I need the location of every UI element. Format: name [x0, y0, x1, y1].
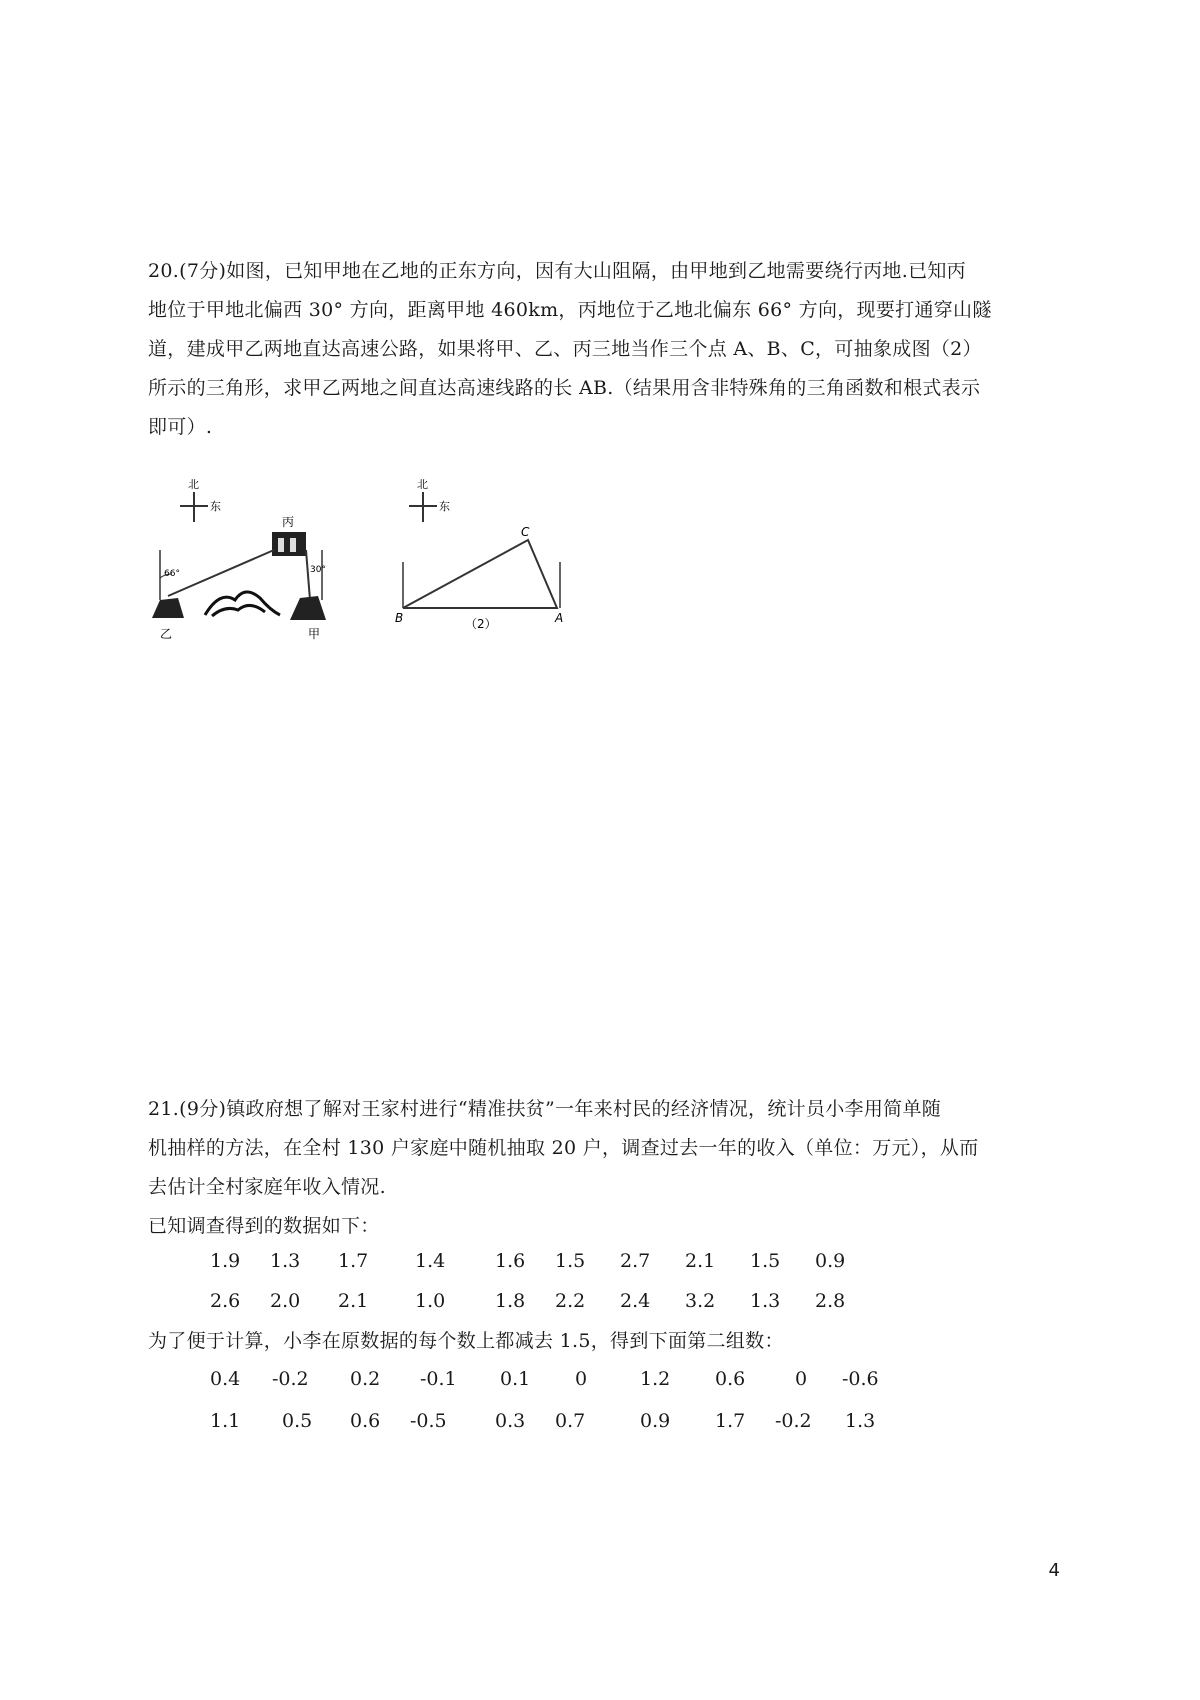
fig1-jia-label: 甲 [308, 627, 321, 641]
fig1-east-label: 东 [210, 500, 221, 513]
figure-1-map [150, 470, 380, 645]
q20-line-5: 即可）. [148, 416, 213, 438]
page-number: 4 [1048, 1560, 1060, 1581]
fig1-angle-30: 30° [310, 565, 326, 575]
compass-icon [409, 492, 437, 522]
mountain-icon [205, 592, 280, 616]
compass-icon [180, 492, 208, 522]
q20-line-4: 所示的三角形，求甲乙两地之间直达高速线路的长 AB.（结果用含非特殊角的三角函数和根式表示 [148, 377, 981, 399]
q21-line-3: 去估计全村家庭年收入情况. [148, 1176, 386, 1198]
fig2-point-a: A [555, 611, 564, 625]
fig1-angle-66: 66° [164, 569, 180, 579]
q20-line-2: 地位于甲地北偏西 30° 方向，距离甲地 460km，丙地位于乙地北偏东 66° 方向，现要打通穿山隧 [148, 299, 992, 321]
jia-town-icon [290, 596, 326, 620]
fig2-east-label: 东 [439, 500, 450, 513]
bing-building-icon [272, 532, 306, 556]
fig1-yi-label: 乙 [160, 627, 173, 641]
q21-mid-line: 为了便于计算，小李在原数据的每个数上都减去 1.5，得到下面第二组数： [148, 1330, 784, 1352]
fig1-bing-label: 丙 [282, 515, 295, 529]
q20-line-3: 道，建成甲乙两地直达高速公路，如果将甲、乙、丙三地当作三个点 A、B、C，可抽象成图（2） [148, 338, 982, 360]
fig1-north-label: 北 [188, 478, 199, 491]
q21-line-2: 机抽样的方法，在全村 130 户家庭中随机抽取 20 户，调查过去一年的收入（单位：万元），从而 [148, 1137, 979, 1159]
figure-2-triangle [395, 470, 575, 645]
q21-line-4: 已知调查得到的数据如下： [148, 1215, 380, 1237]
fig2-point-b: B [395, 611, 404, 625]
fig2-caption: （2） [465, 617, 497, 631]
yi-town-icon [152, 598, 184, 618]
fig2-north-label: 北 [417, 478, 428, 491]
fig2-point-c: C [521, 525, 530, 539]
q20-line-1: 20.(7分)如图，已知甲地在乙地的正东方向，因有大山阻隔，由甲地到乙地需要绕行丙地.已知丙 [148, 260, 966, 282]
triangle-abc [403, 540, 557, 608]
q21-line-1: 21.(9分)镇政府想了解对王家村进行“精准扶贫”一年来村民的经济情况，统计员小李用简单随 [148, 1098, 942, 1120]
